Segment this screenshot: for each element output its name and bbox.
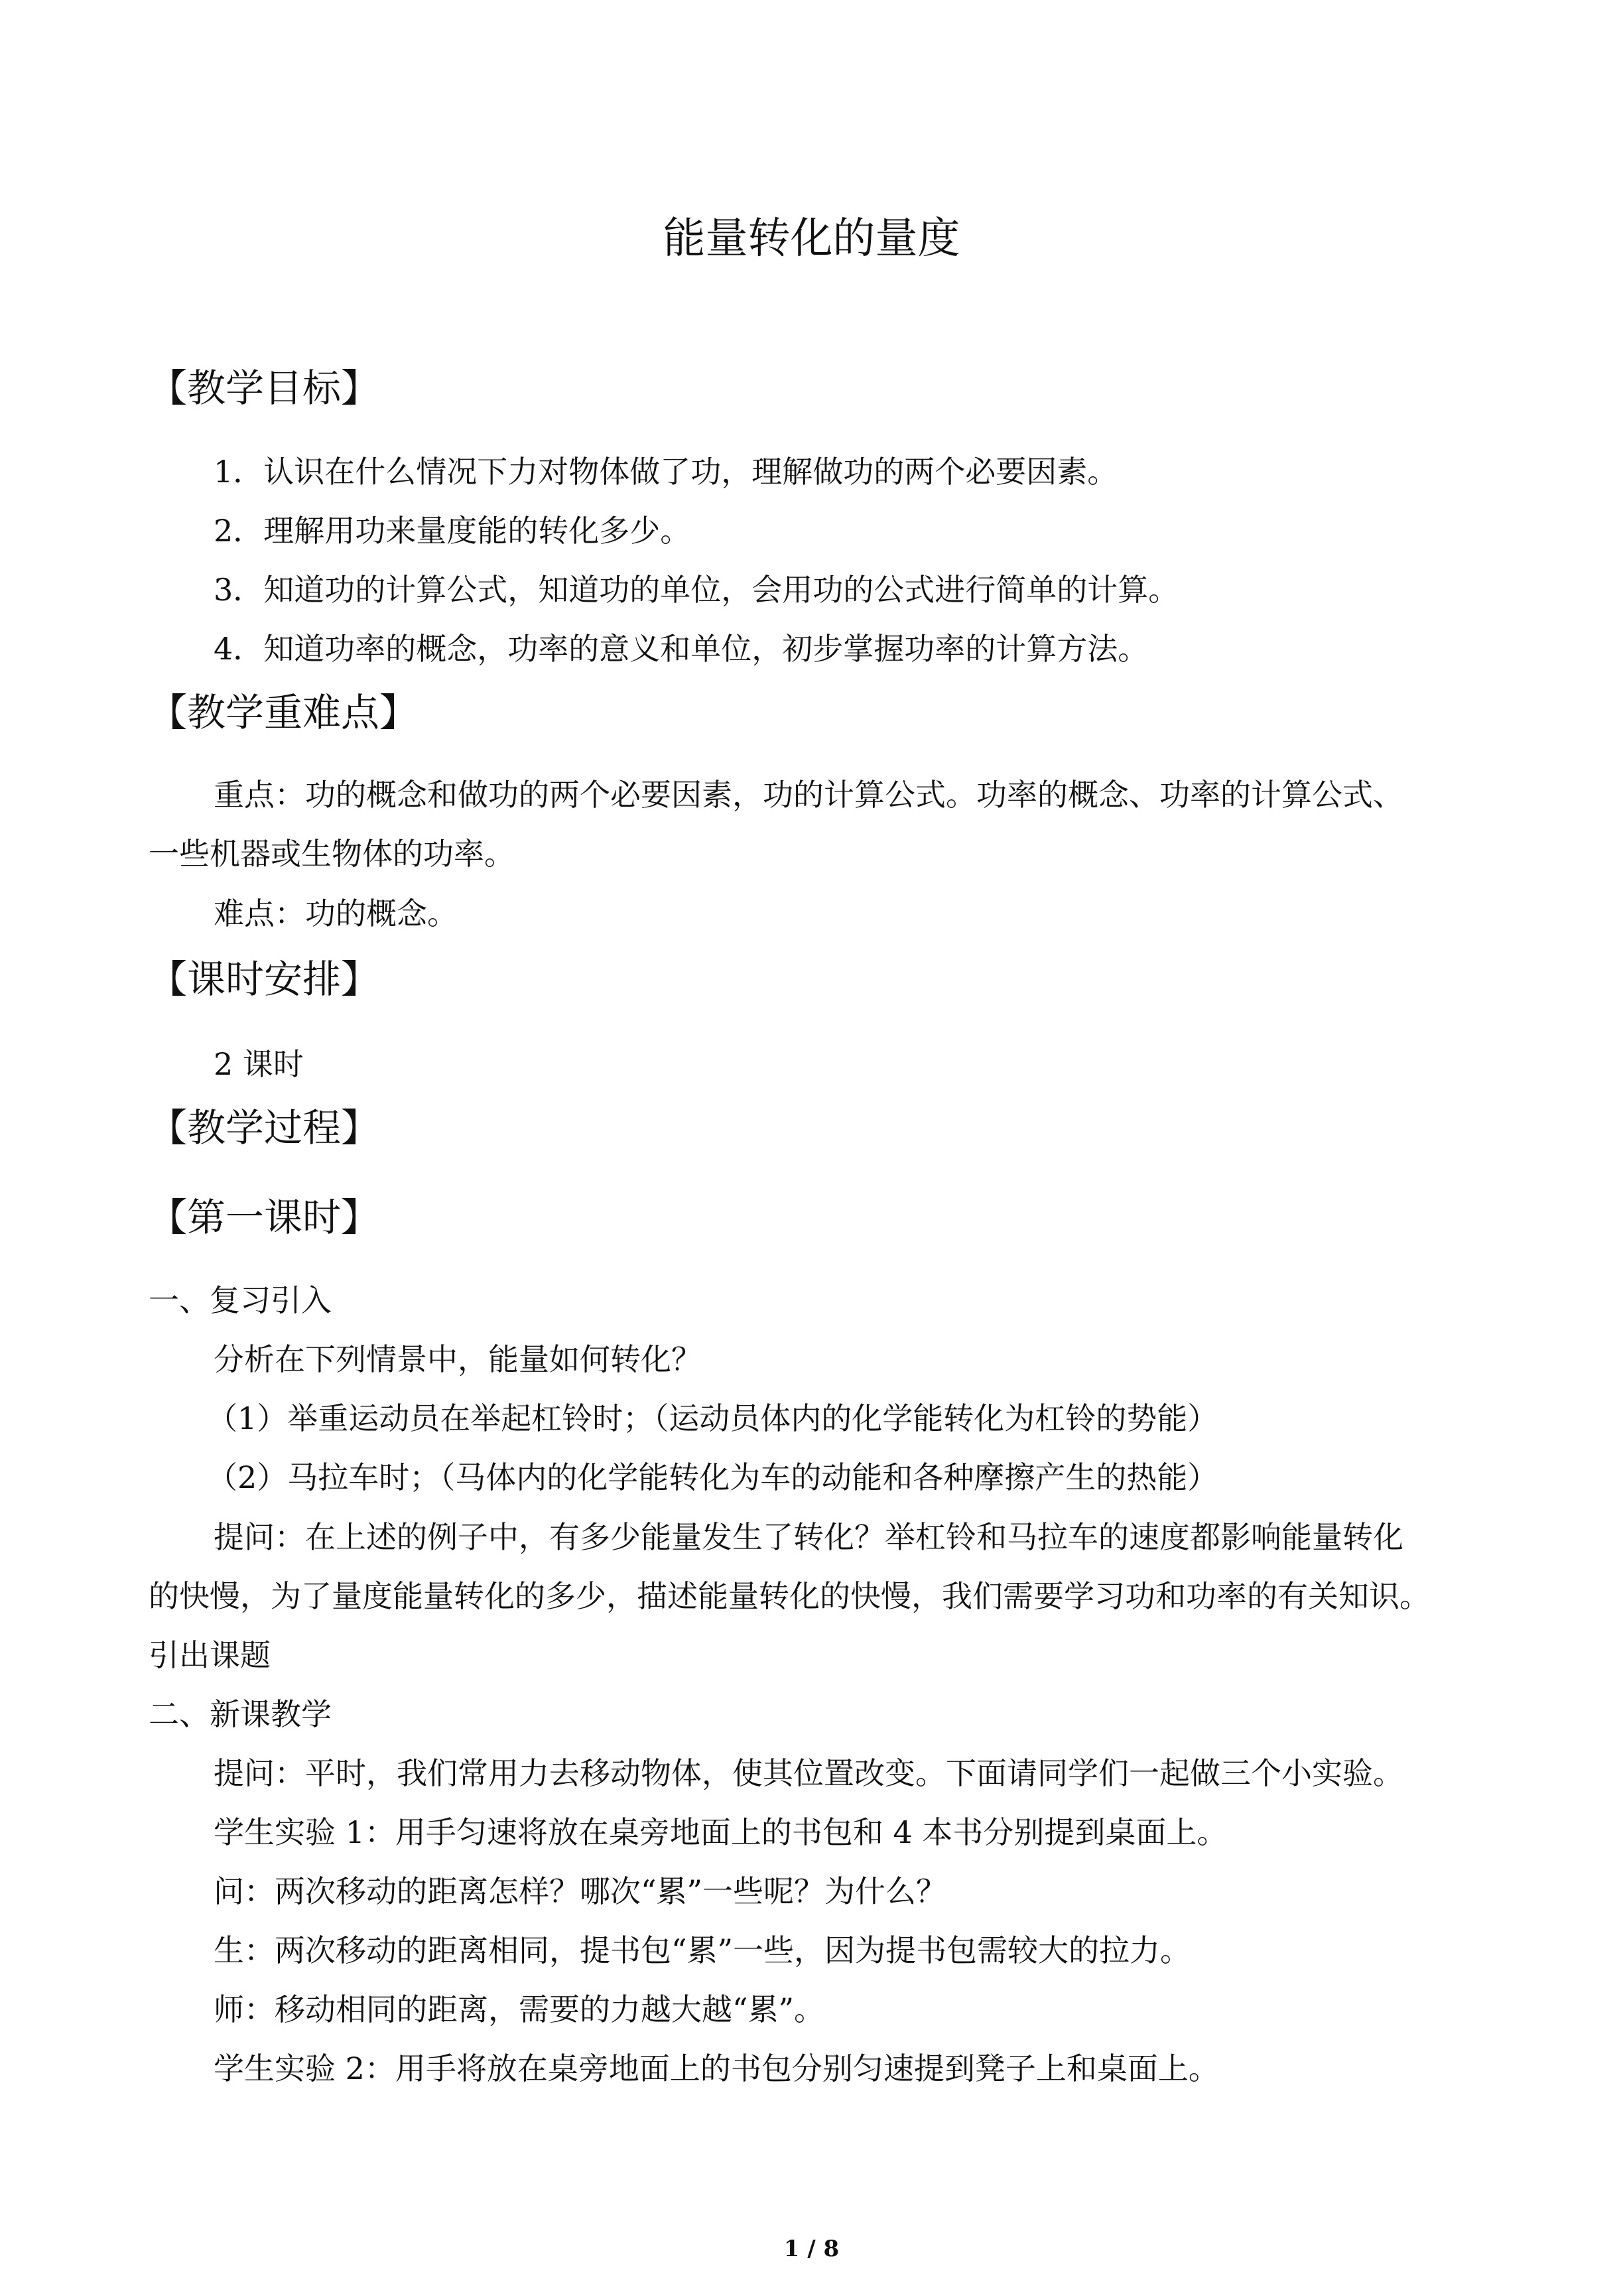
section-review-title: 一、复习引入 bbox=[149, 1282, 332, 1318]
experiment-1-label: 学生实验 1 bbox=[214, 1814, 365, 1850]
question-line-3: 引出课题 bbox=[149, 1637, 271, 1673]
objectives-heading: 【教学目标】 bbox=[149, 366, 380, 411]
difficulty-line: 难点：功的概念。 bbox=[214, 896, 458, 931]
experiment-2-line bbox=[214, 2047, 1219, 2090]
question-line-2: 的快慢，为了量度能量转化的多少，描述能量转化的快慢，我们需要学习功和功率的有关知识。 bbox=[149, 1578, 1430, 1614]
question-1-line: 问：两次移动的距离怎样？哪次“累”一些呢？为什么？ bbox=[214, 1873, 947, 1909]
experiment-1-line bbox=[214, 1811, 1227, 1854]
experiment-2-text: ：用手将放在桌旁地面上的书包分别匀速提到凳子上和桌面上。 bbox=[364, 2051, 1219, 2086]
experiment-2-label: 学生实验 2 bbox=[214, 2051, 365, 2086]
focus-line-1: 重点：功的概念和做功的两个必要因素，功的计算公式。功率的概念、功率的计算公式、 bbox=[214, 777, 1403, 813]
case-1-line: （1）举重运动员在举起杠铃时；（运动员体内的化学能转化为杠铃的势能） bbox=[207, 1400, 1218, 1436]
ask-intro-line: 提问：平时，我们常用力去移动物体，使其位置改变。下面请同学们一起做三个小实验。 bbox=[214, 1755, 1403, 1791]
objective-item-2: 2．理解用功来量度能的转化多少。 bbox=[214, 513, 691, 549]
analyze-line: 分析在下列情景中，能量如何转化？ bbox=[214, 1341, 702, 1377]
section-new-lesson-title: 二、新课教学 bbox=[149, 1696, 332, 1732]
schedule-value: 2 课时 bbox=[214, 1046, 304, 1082]
document-title: 能量转化的量度 bbox=[663, 214, 960, 263]
key-points-heading: 【教学重难点】 bbox=[149, 690, 419, 735]
teacher-comment-1-line: 师：移动相同的距离，需要的力越大越“累”。 bbox=[214, 1992, 825, 2027]
process-heading: 【教学过程】 bbox=[149, 1105, 380, 1150]
objective-item-3: 3．知道功的计算公式，知道功的单位，会用功的公式进行简单的计算。 bbox=[214, 572, 1179, 608]
focus-line-2: 一些机器或生物体的功率。 bbox=[149, 836, 515, 872]
schedule-heading: 【课时安排】 bbox=[149, 957, 380, 1002]
page-number: 1 / 8 bbox=[783, 2236, 840, 2262]
objective-item-4: 4．知道功率的概念，功率的意义和单位，初步掌握功率的计算方法。 bbox=[214, 631, 1149, 667]
question-line-1: 提问：在上述的例子中，有多少能量发生了转化？举杠铃和马拉车的速度都影响能量转化 bbox=[214, 1519, 1403, 1555]
student-answer-1-line: 生：两次移动的距离相同，提书包“累”一些，因为提书包需较大的拉力。 bbox=[214, 1932, 1191, 1968]
first-lesson-heading: 【第一课时】 bbox=[149, 1195, 380, 1240]
objective-item-1: 1．认识在什么情况下力对物体做了功，理解做功的两个必要因素。 bbox=[214, 454, 1118, 490]
case-2-line: （2）马拉车时；（马体内的化学能转化为车的动能和各种摩擦产生的热能） bbox=[207, 1459, 1218, 1495]
experiment-1-text: ：用手匀速将放在桌旁地面上的书包和 4 本书分别提到桌面上。 bbox=[364, 1814, 1228, 1850]
